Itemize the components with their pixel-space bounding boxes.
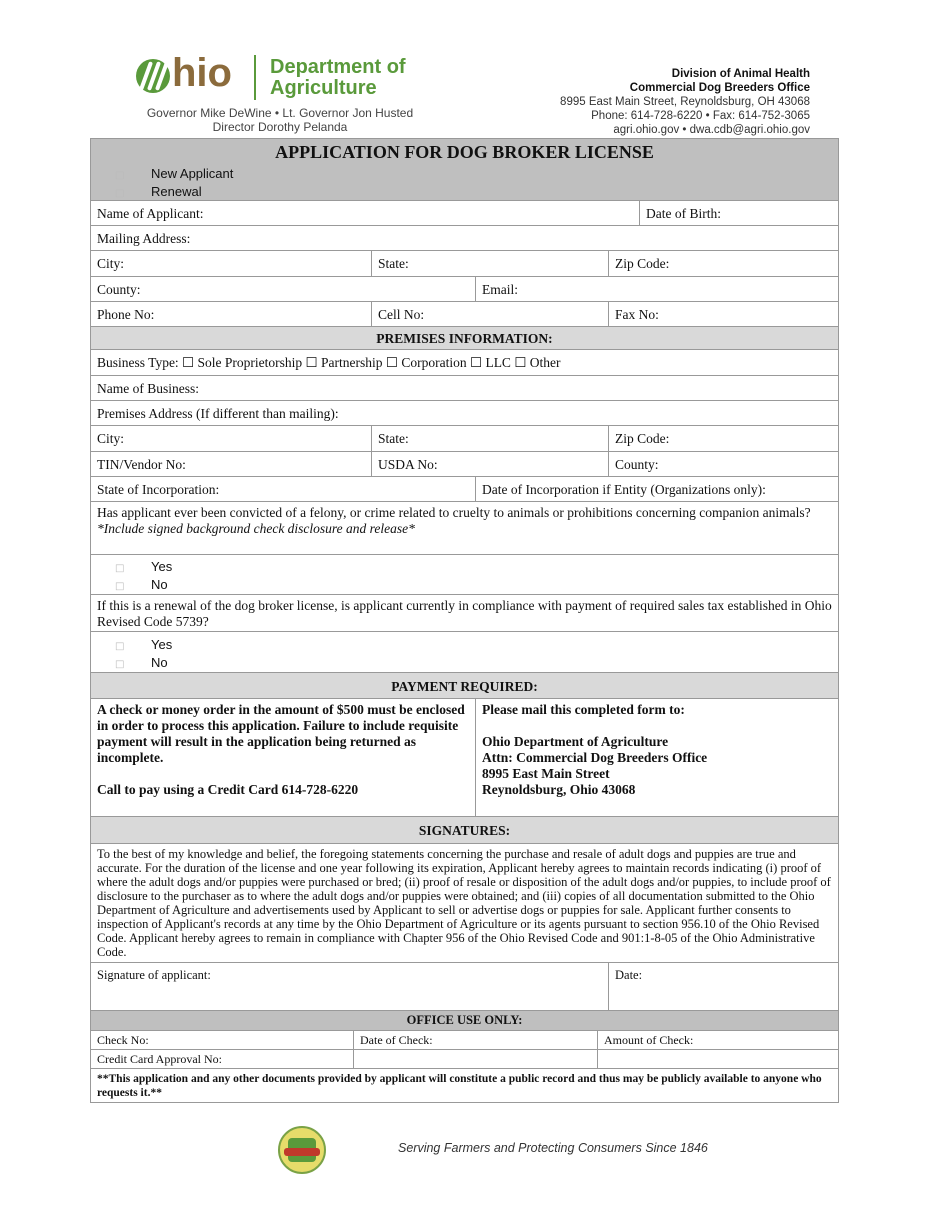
felony-yes-checkbox[interactable]: □ [115, 563, 125, 574]
felony-question: Has applicant ever been convicted of a felony, or crime related to cruelty to animals or prohibitions concerning companion animals? [97, 505, 811, 520]
felony-no-option[interactable]: □ No [91, 576, 168, 594]
tin-field[interactable]: TIN/Vendor No: [97, 457, 186, 472]
payment-row [90, 699, 839, 817]
check-amount-field[interactable]: Amount of Check: [597, 1031, 838, 1049]
ohio-proud-logo-icon [278, 1126, 326, 1174]
office-use-heading: OFFICE USE ONLY: [90, 1011, 839, 1031]
business-type-row [90, 350, 839, 376]
application-form [90, 138, 839, 1103]
mailing-instructions: Please mail this completed form to: Ohio Department of Agriculture Attn: Commercial Dog Breeders Office 8995 East Main Street Reynoldsburg, Ohio 43068 [475, 699, 838, 816]
usda-field[interactable]: USDA No: [371, 452, 608, 476]
business-name-row [90, 376, 839, 401]
incorporation-row [90, 477, 839, 502]
phone-row [90, 302, 839, 327]
check-no-field[interactable]: Check No: [97, 1033, 149, 1047]
ohio-agriculture-logo [136, 51, 426, 100]
renewal-tax-answer-row [90, 632, 839, 673]
phone-field[interactable]: Phone No: [97, 307, 155, 322]
business-name-field[interactable]: Name of Business: [97, 381, 199, 396]
renewal-option[interactable]: □ Renewal [91, 183, 202, 201]
state-of-incorporation-field[interactable]: State of Incorporation: [97, 482, 220, 497]
renewal-tax-question: If this is a renewal of the dog broker license, is applicant currently in compliance with payment of required sales tax established in Ohio Revised Code 5739? [97, 598, 832, 629]
signature-field[interactable]: Signature of applicant: [97, 968, 211, 982]
premises-address-row [90, 401, 839, 426]
cc-blank-1[interactable] [353, 1050, 597, 1068]
name-row [90, 201, 839, 226]
business-type-field[interactable]: Business Type: ☐ Sole Proprietorship ☐ Partnership ☐ Corporation ☐ LLC ☐ Other [97, 355, 561, 370]
county-row [90, 277, 839, 302]
new-applicant-checkbox[interactable]: □ [115, 170, 125, 181]
office-check-row [90, 1031, 839, 1050]
cell-field[interactable]: Cell No: [371, 302, 608, 326]
statement-row [90, 844, 839, 963]
zip-field[interactable]: Zip Code: [608, 251, 838, 276]
premises-address-field[interactable]: Premises Address (If different than mailing): [97, 406, 339, 421]
date-of-incorporation-field[interactable]: Date of Incorporation if Entity (Organizations only): [475, 477, 838, 501]
check-date-field[interactable]: Date of Check: [353, 1031, 597, 1049]
city-row [90, 251, 839, 277]
felony-note: *Include signed background check disclosure and release* [97, 521, 415, 536]
renewal-no-option[interactable]: □ No [91, 654, 168, 672]
certification-statement: To the best of my knowledge and belief, the foregoing statements concerning the purchase and resale of adult dogs and puppies are true and accurate. For the duration of the license and one year following its expiration, Applicant hereby agrees to maintain records indicating (i) proof of where the adult dogs and/or puppies were purchased or bred; (ii) proof of resale or disposition of the adult dogs and/or puppies, to include proof of disclosure to the purchaser as to where the adult dogs and/or puppies were obtained; and (iii) copies of all documentation submitted to the Ohio Department of Agriculture and advertisements used by Applicant to sell or advertise dogs or puppies for sale. Applicant further consents to inspection of Applicant's records at any time by the Ohio Department of Agriculture or its agents pursuant to section 956.10 of the Ohio Revised Code. Applicant hereby agrees to remain in compliance with Chapter 956 of the Ohio Revised Code and 901:1-8-05 of the Ohio Administrative Code. [97, 847, 831, 959]
felony-no-checkbox[interactable]: □ [115, 581, 125, 592]
footer-tagline: Serving Farmers and Protecting Consumers Since 1846 [398, 1141, 708, 1155]
payment-heading: PAYMENT REQUIRED: [90, 673, 839, 699]
renewal-yes-option[interactable]: □ Yes [91, 636, 172, 654]
email-field[interactable]: Email: [475, 277, 838, 301]
tin-row [90, 452, 839, 477]
logo-word: hio [172, 51, 232, 95]
renewal-checkbox[interactable]: □ [115, 188, 125, 199]
renewal-no-checkbox[interactable]: □ [115, 659, 125, 670]
public-record-row [90, 1069, 839, 1103]
premises-heading: PREMISES INFORMATION: [90, 327, 839, 350]
premises-city-field[interactable]: City: [97, 431, 125, 446]
felony-question-row [90, 502, 839, 555]
cc-approval-field[interactable]: Credit Card Approval No: [97, 1052, 222, 1066]
signature-date-field[interactable]: Date: [608, 963, 838, 1010]
new-applicant-option[interactable]: □ New Applicant [91, 165, 233, 183]
form-title: APPLICATION FOR DOG BROKER LICENSE [275, 142, 654, 162]
governor-info: Governor Mike DeWine • Lt. Governor Jon Husted Director Dorothy Pelanda [146, 106, 414, 134]
department-name: Department of Agriculture [270, 56, 406, 99]
premises-county-field[interactable]: County: [608, 452, 838, 476]
cc-blank-2[interactable] [597, 1050, 838, 1068]
date-of-birth-field[interactable]: Date of Birth: [639, 201, 838, 225]
signatures-heading: SIGNATURES: [90, 817, 839, 844]
title-block [90, 138, 839, 201]
ohio-o-icon [136, 59, 170, 93]
premises-city-row [90, 426, 839, 452]
premises-zip-field[interactable]: Zip Code: [608, 426, 838, 451]
mailing-row [90, 226, 839, 251]
renewal-tax-row [90, 595, 839, 632]
state-field[interactable]: State: [371, 251, 608, 276]
office-cc-row [90, 1050, 839, 1069]
applicant-name-field[interactable]: Name of Applicant: [97, 206, 204, 221]
public-record-notice: **This application and any other documents provided by applicant will constitute a public record and thus may be publicly available to anyone who requests it.** [97, 1073, 822, 1099]
office-info: Division of Animal Health Commercial Dog Breeders Office 8995 East Main Street, Reynoldsburg, OH 43068 Phone: 614-728-6220 • Fax: 614-752-3065 agri.ohio.gov • dwa.cdb@agri.ohio.gov [560, 68, 810, 136]
mailing-address-field[interactable]: Mailing Address: [97, 231, 191, 246]
payment-instructions: A check or money order in the amount of $500 must be enclosed in order to process this application. Failure to include requisite payment will result in the application being returned as incomplete. Call to pay using a Credit Card 614-728-6220 [97, 702, 465, 797]
city-field[interactable]: City: [97, 256, 125, 271]
felony-answer-row [90, 555, 839, 595]
renewal-yes-checkbox[interactable]: □ [115, 641, 125, 652]
felony-yes-option[interactable]: □ Yes [91, 558, 172, 576]
signature-row [90, 963, 839, 1011]
county-field[interactable]: County: [97, 282, 141, 297]
fax-field[interactable]: Fax No: [608, 302, 838, 326]
premises-state-field[interactable]: State: [371, 426, 608, 451]
